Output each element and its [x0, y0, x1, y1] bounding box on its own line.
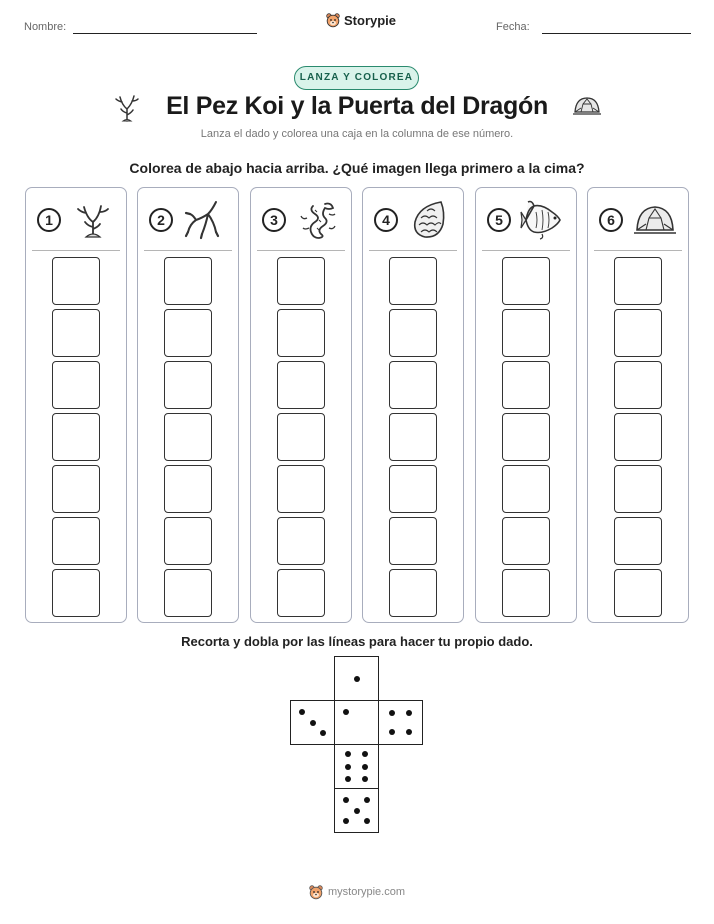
color-box[interactable] — [164, 257, 212, 305]
dragon-icon — [295, 198, 341, 240]
color-box[interactable] — [389, 569, 437, 617]
dice-pip — [343, 818, 349, 824]
color-box[interactable] — [52, 361, 100, 409]
dice-pip — [362, 751, 368, 757]
color-box[interactable] — [502, 465, 550, 513]
column-2 — [137, 187, 239, 623]
color-box[interactable] — [502, 361, 550, 409]
column-divider — [482, 250, 570, 251]
activity-badge: LANZA Y COLOREA — [294, 66, 419, 90]
coral-icon — [70, 198, 116, 240]
dragon-claw-icon — [182, 198, 228, 240]
color-box[interactable] — [502, 413, 550, 461]
dice-pip — [345, 764, 351, 770]
name-label: Nombre: — [24, 21, 67, 33]
color-box[interactable] — [277, 361, 325, 409]
color-box[interactable] — [277, 517, 325, 565]
name-field-line[interactable] — [73, 33, 257, 34]
color-box[interactable] — [389, 413, 437, 461]
color-box[interactable] — [277, 465, 325, 513]
brand-logo — [325, 12, 396, 28]
color-box[interactable] — [164, 361, 212, 409]
color-box[interactable] — [164, 517, 212, 565]
dice-pip — [406, 729, 412, 735]
color-box[interactable] — [164, 569, 212, 617]
dice-pip — [364, 797, 370, 803]
color-box[interactable] — [52, 309, 100, 357]
dice-instruction: Recorta y dobla por las líneas para hacer tu propio dado. — [181, 634, 533, 649]
column-number: 4 — [374, 208, 398, 232]
color-box[interactable] — [614, 465, 662, 513]
color-box[interactable] — [52, 569, 100, 617]
color-box[interactable] — [614, 257, 662, 305]
color-box[interactable] — [614, 309, 662, 357]
column-3 — [250, 187, 352, 623]
color-box[interactable] — [502, 309, 550, 357]
color-box[interactable] — [52, 517, 100, 565]
color-box[interactable] — [502, 257, 550, 305]
color-box[interactable] — [277, 413, 325, 461]
date-field-line[interactable] — [542, 33, 691, 34]
dice-pip — [299, 709, 305, 715]
footer — [308, 884, 405, 900]
dice-face-1 — [334, 656, 379, 701]
dice-face-4 — [378, 700, 423, 745]
date-label: Fecha: — [496, 21, 530, 33]
color-box[interactable] — [502, 569, 550, 617]
column-number: 6 — [599, 208, 623, 232]
bear-mascot-icon — [308, 884, 324, 900]
color-box[interactable] — [614, 517, 662, 565]
game-instruction: Colorea de abajo hacia arriba. ¿Qué imagen llega primero a la cima? — [129, 160, 585, 176]
color-box[interactable] — [277, 257, 325, 305]
color-box[interactable] — [389, 257, 437, 305]
column-divider — [369, 250, 457, 251]
column-divider — [32, 250, 120, 251]
color-box[interactable] — [52, 413, 100, 461]
column-number: 3 — [262, 208, 286, 232]
dragon-scale-icon — [407, 198, 453, 240]
dice-pip — [354, 808, 360, 814]
column-number: 5 — [487, 208, 511, 232]
dice-face-6 — [334, 744, 379, 789]
color-box[interactable] — [52, 257, 100, 305]
color-box[interactable] — [52, 465, 100, 513]
color-box[interactable] — [277, 309, 325, 357]
column-4 — [362, 187, 464, 623]
page-title: El Pez Koi y la Puerta del Dragón — [166, 92, 548, 120]
column-6 — [587, 187, 689, 623]
brand-name: Storypie — [344, 12, 397, 28]
dice-pip — [343, 797, 349, 803]
dice-face-5 — [334, 788, 379, 833]
column-divider — [257, 250, 345, 251]
turtle-shell-icon — [572, 95, 602, 117]
column-divider — [144, 250, 232, 251]
footer-url[interactable]: mystorypie.com — [328, 886, 406, 898]
color-box[interactable] — [614, 569, 662, 617]
color-box[interactable] — [277, 569, 325, 617]
column-1 — [25, 187, 127, 623]
color-box[interactable] — [389, 517, 437, 565]
column-number: 2 — [149, 208, 173, 232]
dice-pip — [345, 776, 351, 782]
column-divider — [594, 250, 682, 251]
bear-mascot-icon — [325, 12, 341, 28]
dice-face-1 — [334, 700, 379, 745]
color-box[interactable] — [389, 361, 437, 409]
dice-pip — [362, 776, 368, 782]
dice-pip — [345, 751, 351, 757]
dice-face-3 — [290, 700, 335, 745]
dice-pip — [320, 730, 326, 736]
koi-fish-icon — [520, 198, 566, 240]
color-box[interactable] — [614, 361, 662, 409]
page-subtitle: Lanza el dado y colorea una caja en la columna de ese número. — [200, 128, 514, 140]
column-number: 1 — [37, 208, 61, 232]
color-box[interactable] — [389, 309, 437, 357]
dice-pip — [389, 710, 395, 716]
dice-pip — [362, 764, 368, 770]
dice-pip — [406, 710, 412, 716]
dice-pip — [310, 720, 316, 726]
dice-pip — [364, 818, 370, 824]
color-box[interactable] — [164, 309, 212, 357]
turtle-shell-icon — [632, 198, 678, 240]
color-box[interactable] — [164, 465, 212, 513]
color-box[interactable] — [614, 413, 662, 461]
column-5 — [475, 187, 577, 623]
dice-pip — [343, 709, 349, 715]
dice-pip — [389, 729, 395, 735]
color-box[interactable] — [389, 465, 437, 513]
color-box[interactable] — [502, 517, 550, 565]
color-box[interactable] — [164, 413, 212, 461]
dice-pip — [354, 676, 360, 682]
